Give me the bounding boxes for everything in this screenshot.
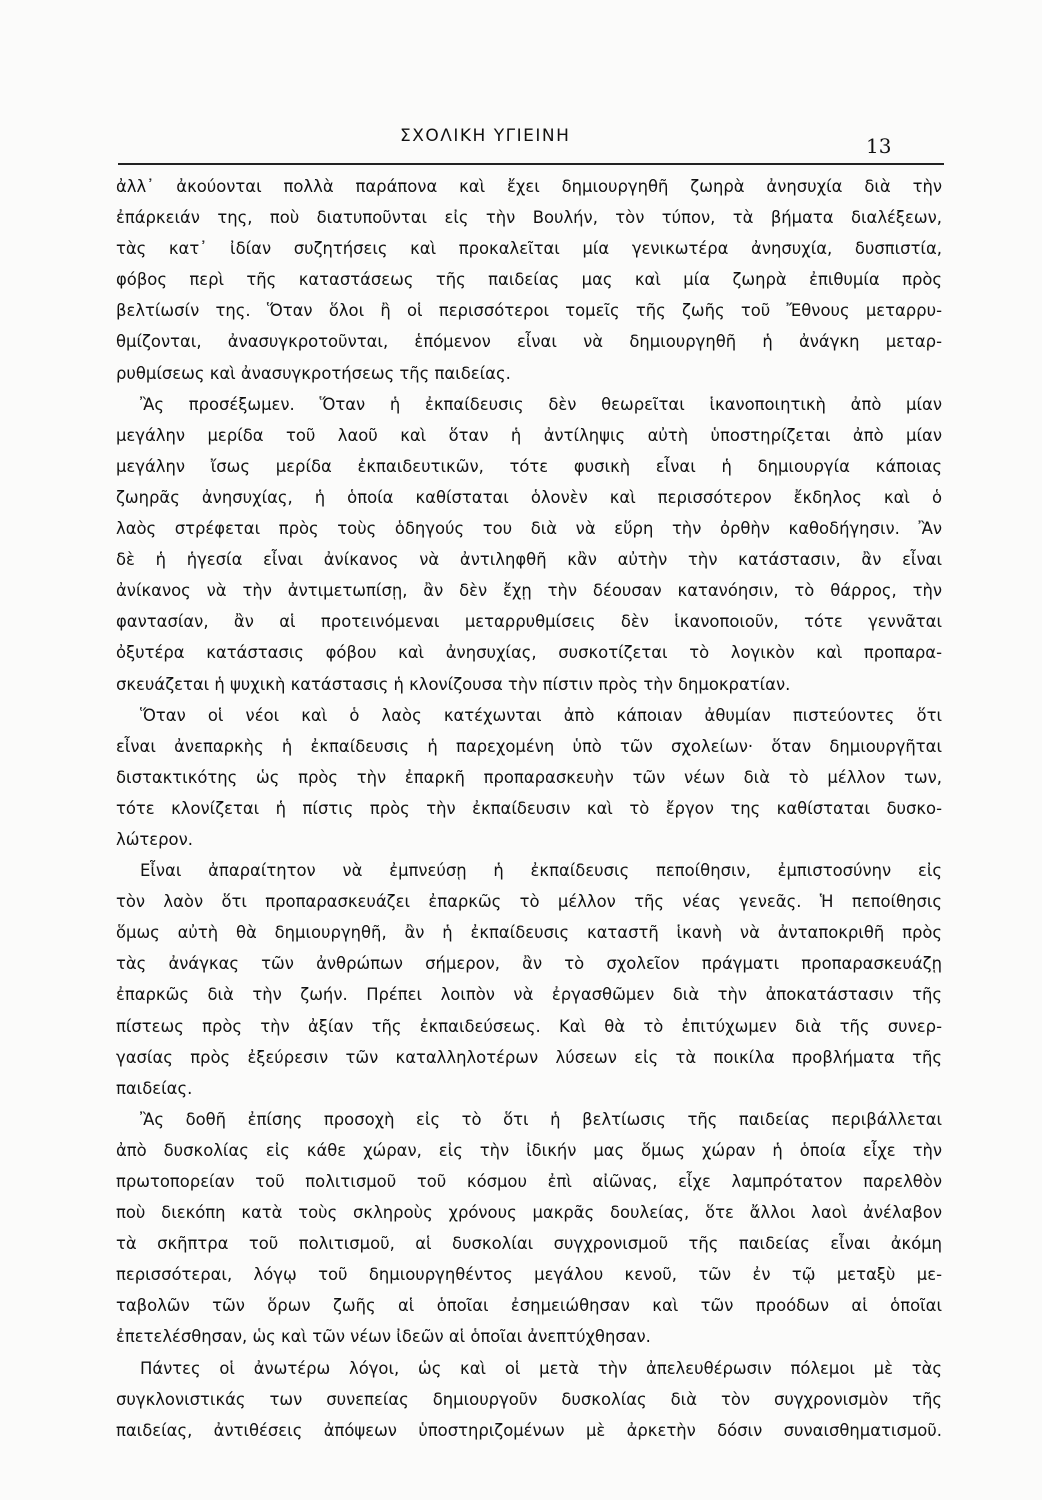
text-line: πίστεως πρὸς τὴν ἀξίαν τῆς ἐκπαιδεύσεως. Καὶ θὰ τὸ ἐπιτύχωμεν διὰ τῆς συνερ-: [116, 1016, 942, 1036]
text-line: φόβος περὶ τῆς καταστάσεως τῆς παιδείας μας καὶ μία ζωηρὰ ἐπιθυμία πρὸς: [116, 270, 942, 290]
text-line: λώτερον.: [116, 829, 193, 849]
text-line: τὰς ἀνάγκας τῶν ἀνθρώπων σήμερον, ἂν τὸ σχολεῖον πράγματι προπαρασκευάζῃ: [116, 954, 942, 974]
text-line: σκευάζεται ἡ ψυχικὴ κατάστασις ἡ κλονίζουσα τὴν πίστιν πρὸς τὴν δημοκρατίαν.: [116, 674, 791, 694]
text-line: λαὸς στρέφεται πρὸς τοὺς ὁδηγούς του διὰ νὰ εὕρη τὴν ὀρθὴν καθοδήγησιν. Ἂν: [116, 519, 942, 539]
header-rule: [118, 163, 944, 165]
text-line: διστακτικότης ὡς πρὸς τὴν ἐπαρκῆ προπαρασκευὴν τῶν νέων διὰ τὸ μέλλον των,: [116, 767, 942, 787]
text-line: μεγάλην μερίδα τοῦ λαοῦ καὶ ὅταν ἡ ἀντίληψις αὐτὴ ὑποστηρίζεται ἀπὸ μίαν: [116, 425, 942, 445]
text-line: ἀλλ᾽ ἀκούονται πολλὰ παράπονα καὶ ἔχει δημιουργηθῆ ζωηρὰ ἀνησυχία διὰ τὴν: [116, 177, 942, 196]
text-line: φαντασίαν, ἂν αἱ προτεινόμεναι μεταρρυθμίσεις δὲν ἱκανοποιοῦν, τότε γεννᾶται: [116, 612, 942, 632]
text-line: ἐπάρκειάν της, ποὺ διατυποῦνται εἰς τὴν Βουλήν, τὸν τύπον, τὰ βήματα διαλέξεων,: [116, 208, 942, 228]
page-number: 13: [866, 134, 892, 158]
text-line: τὸν λαὸν ὅτι προπαρασκευάζει ἐπαρκῶς τὸ μέλλον τῆς νέας γενεᾶς. Ἡ πεποίθησις: [116, 892, 942, 912]
text-line: ρυθμίσεως καὶ ἀνασυγκροτήσεως τῆς παιδείας.: [116, 363, 511, 383]
text-line: βελτίωσίν της. Ὅταν ὅλοι ἢ οἱ περισσότεροι τομεῖς τῆς ζωῆς τοῦ Ἔθνους μεταρρυ-: [116, 301, 942, 321]
running-title: ΣΧΟΛΙΚΗ ΥΓΙΕΙΝΗ: [400, 126, 571, 146]
text-line: ἀνίκανος νὰ τὴν ἀντιμετωπίσῃ, ἂν δὲν ἔχῃ τὴν δέουσαν κατανόησιν, τὸ θάρρος, τὴν: [116, 581, 942, 601]
body-text: [116, 171, 942, 1446]
text-line: παιδείας.: [116, 1078, 193, 1098]
text-line: Ἂς δοθῆ ἐπίσης προσοχὴ εἰς τὸ ὅτι ἡ βελτίωσις τῆς παιδείας περιβάλλεται: [140, 1109, 942, 1129]
text-line: παιδείας, ἀντιθέσεις ἀπόψεων ὑποστηριζομένων μὲ ἀρκετὴν δόσιν συναισθηματισμοῦ.: [116, 1420, 942, 1440]
text-line: τὰ σκῆπτρα τοῦ πολιτισμοῦ, αἱ δυσκολίαι συγχρονισμοῦ τῆς παιδείας εἶναι ἀκόμη: [116, 1234, 942, 1254]
text-line: Εἶναι ἀπαραίτητον νὰ ἐμπνεύσῃ ἡ ἐκπαίδευσις πεποίθησιν, ἐμπιστοσύνην εἰς: [140, 861, 942, 881]
text-line: Ὅταν οἱ νέοι καὶ ὁ λαὸς κατέχωνται ἀπὸ κάποιαν ἀθυμίαν πιστεύοντες ὅτι: [140, 705, 942, 725]
text-line: ἐπαρκῶς διὰ τὴν ζωήν. Πρέπει λοιπὸν νὰ ἐργασθῶμεν διὰ τὴν ἀποκατάστασιν τῆς: [116, 985, 942, 1005]
text-line: γασίας πρὸς ἐξεύρεσιν τῶν καταλληλοτέρων λύσεων εἰς τὰ ποικίλα προβλήματα τῆς: [116, 1047, 942, 1067]
text-line: τότε κλονίζεται ἡ πίστις πρὸς τὴν ἐκπαίδευσιν καὶ τὸ ἔργον της καθίσταται δυσκο-: [116, 798, 942, 818]
text-line: ὅμως αὐτὴ θὰ δημιουργηθῆ, ἂν ἡ ἐκπαίδευσις καταστῆ ἱκανὴ νὰ ἀνταποκριθῆ πρὸς: [116, 923, 942, 943]
text-line: εἶναι ἀνεπαρκὴς ἡ ἐκπαίδευσις ἡ παρεχομένη ὑπὸ τῶν σχολείων· ὅταν δημιουργῆται: [116, 736, 942, 756]
text-line: Πάντες οἱ ἀνωτέρω λόγοι, ὡς καὶ οἱ μετὰ τὴν ἀπελευθέρωσιν πόλεμοι μὲ τὰς: [140, 1358, 942, 1378]
text-line: θμίζονται, ἀνασυγκροτοῦνται, ἑπόμενον εἶναι νὰ δημιουργηθῆ ἡ ἀνάγκη μεταρ-: [116, 332, 942, 352]
text-line: ζωηρᾶς ἀνησυχίας, ἡ ὁποία καθίσταται ὁλονὲν καὶ περισσότερον ἔκδηλος καὶ ὁ: [116, 487, 942, 507]
text-line: συγκλονιστικάς των συνεπείας δημιουργοῦν δυσκολίας διὰ τὸν συγχρονισμὸν τῆς: [116, 1389, 942, 1409]
text-line: μεγάλην ἴσως μερίδα ἐκπαιδευτικῶν, τότε φυσικὴ εἶναι ἡ δημιουργία κάποιας: [116, 456, 942, 476]
text-line: Ἂς προσέξωμεν. Ὅταν ἡ ἐκπαίδευσις δὲν θεωρεῖται ἱκανοποιητικὴ ἀπὸ μίαν: [140, 394, 942, 414]
text-line: ἐπετελέσθησαν, ὡς καὶ τῶν νέων ἰδεῶν αἱ ὁποῖαι ἀνεπτύχθησαν.: [116, 1327, 651, 1347]
text-line: περισσότεραι, λόγῳ τοῦ δημιουργηθέντος μεγάλου κενοῦ, τῶν ἐν τῷ μεταξὺ με-: [116, 1265, 942, 1285]
text-line: ἀπὸ δυσκολίας εἰς κάθε χώραν, εἰς τὴν ἰδικήν μας ὅμως χώραν ἡ ὁποία εἶχε τὴν: [116, 1140, 942, 1160]
text-line: ταβολῶν τῶν ὅρων ζωῆς αἱ ὁποῖαι ἐσημειώθησαν καὶ τῶν προόδων αἱ ὁποῖαι: [116, 1296, 942, 1316]
text-line: πρωτοπορείαν τοῦ πολιτισμοῦ τοῦ κόσμου ἐπὶ αἰῶνας, εἶχε λαμπρότατον παρελθὸν: [116, 1172, 942, 1191]
text-line: ὀξυτέρα κατάστασις φόβου καὶ ἀνησυχίας, συσκοτίζεται τὸ λογικὸν καὶ προπαρα-: [116, 643, 942, 663]
text-line: τὰς κατ᾽ ἰδίαν συζητήσεις καὶ προκαλεῖται μία γενικωτέρα ἀνησυχία, δυσπιστία,: [116, 239, 942, 259]
text-line: ποὺ διεκόπη κατὰ τοὺς σκληροὺς χρόνους μακρᾶς δουλείας, ὅτε ἄλλοι λαοὶ ἀνέλαβον: [116, 1203, 942, 1223]
text-line: δὲ ἡ ἡγεσία εἶναι ἀνίκανος νὰ ἀντιληφθῆ κἂν αὐτὴν τὴν κατάστασιν, ἂν εἶναι: [116, 550, 942, 570]
